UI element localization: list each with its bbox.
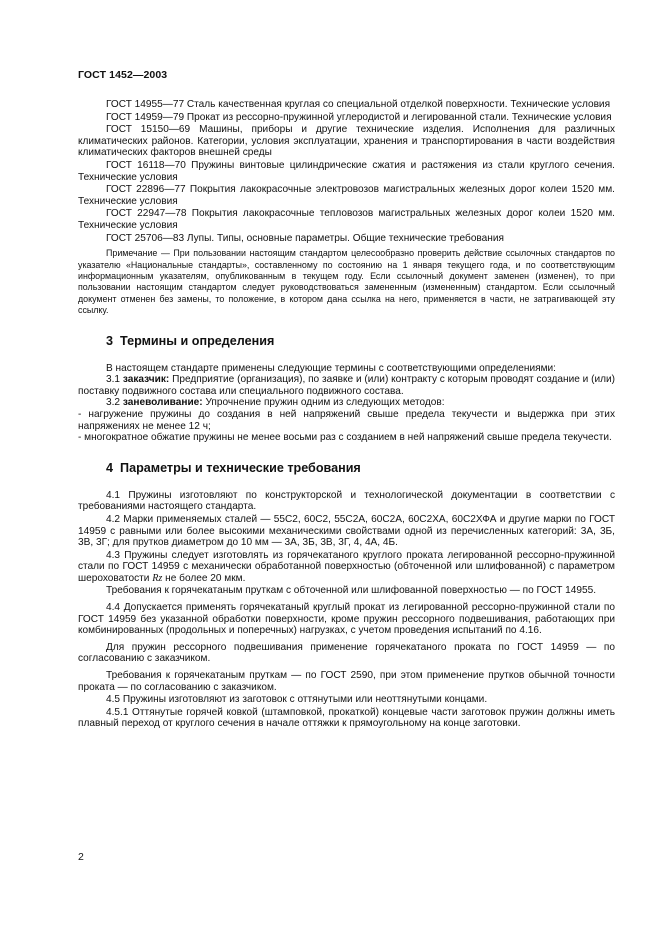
term-3-2-definition: Упрочнение пружин одним из следующих методов:	[205, 397, 445, 409]
section-4-heading	[106, 461, 615, 476]
term-3-2-number: 3.2	[106, 397, 121, 409]
section-4-title: Параметры и технические требования	[120, 460, 361, 475]
reference-gost-16118: ГОСТ 16118—70 Пружины винтовые цилиндрические сжатия и растяжения из стали круглого сечения. Технические условия	[78, 159, 615, 183]
clause-4-4: 4.4 Допускается применять горячекатаный круглый прокат из легированной рессорно-пружинной стали по ГОСТ 14959 без указанной обработки поверхности, кроме пружин рессорного подвешивания, работающих при комбинированных (продольных и поперечных) нагрузках, с учетом проведения испытаний по 4.16.	[78, 602, 615, 637]
clause-4-3-limit: не более 20 мкм.	[165, 572, 246, 584]
term-3-2-method-1: - нагружение пружины до создания в ней напряжений свыше предела текучести и выдержка при этих напряжениях не менее 12 ч;	[78, 408, 615, 432]
term-3-1	[78, 374, 615, 397]
term-3-1-number: 3.1	[106, 374, 121, 386]
clause-4-5: 4.5 Пружины изготовляют из заготовок с оттянутыми или неоттянутыми концами.	[106, 694, 488, 706]
clause-4-3	[78, 550, 615, 585]
section-4-number: 4	[106, 460, 114, 475]
reference-gost-14959: ГОСТ 14959—79 Прокат из рессорно-пружинной углеродистой и легированной стали. Технические условия	[106, 111, 612, 123]
reference-gost-25706: ГОСТ 25706—83 Лупы. Типы, основные параметры. Общие технические требования	[106, 232, 504, 244]
section-3-heading	[106, 334, 615, 349]
clause-4-1: 4.1 Пружины изготовляют по конструкторской и технологической документации в соответствии с требованиями настоящего стандарта.	[78, 489, 615, 513]
roughness-symbol: Rz	[152, 572, 163, 584]
clause-4-3-requirements: Требования к горячекатаным пруткам с обточенной или шлифованной поверхностью — по ГОСТ 14955.	[106, 585, 597, 597]
term-3-2-method-2: - многократное обжатие пружины не менее восьми раз с созданием в ней напряжений свыше предела текучести.	[78, 432, 612, 444]
section-3-number: 3	[106, 333, 114, 348]
reference-gost-22947: ГОСТ 22947—78 Покрытия лакокрасочные тепловозов магистральных железных дорог колеи 1520 мм. Технические условия	[78, 208, 615, 231]
section-3-title: Термины и определения	[120, 333, 275, 348]
references-note: Примечание — При пользовании настоящим стандартом целесообразно проверить действие ссылочных стандартов по указателю «Национальные стандарты», составленному по состоянию на 1 января текущего года, и по соответствующим информационным указателям, опубликованным в текущем году. Если ссылочный документ заменен (изменен), то при пользовании настоящим стандартом следует руководствоваться замененным (измененным) стандартом. Если ссылочный документ отменен без замены, то положение, в котором дана ссылка на него, применяется в части, не затрагивающей эту ссылку.	[78, 248, 615, 316]
clause-4-4-bars: Требования к горячекатаным пруткам — по ГОСТ 2590, при этом применение прутков обычной точности проката — по согласованию с заказчиком.	[78, 670, 615, 693]
clause-4-3-text: 4.3 Пружины следует изготовлять из горячекатаного круглого проката легированной рессорно-пружинной стали по ГОСТ 14959 с механически обработанной поверхностью (обточенной или шлифованной) с параметром шероховатости	[78, 549, 615, 584]
term-3-2	[78, 397, 615, 409]
term-3-2-name: заневоливание:	[122, 397, 203, 409]
reference-gost-22896: ГОСТ 22896—77 Покрытия лакокрасочные электровозов магистральных железных дорог колеи 1520 мм. Технические условия	[78, 184, 615, 207]
clause-4-4-suspension: Для пружин рессорного подвешивания применение горячекатаного проката по ГОСТ 14959 — по согласованию с заказчиком.	[78, 641, 615, 665]
term-3-1-name: заказчик:	[122, 374, 170, 386]
clause-4-2: 4.2 Марки применяемых сталей — 55С2, 60С2, 55С2А, 60С2А, 60С2ХА, 60С2ХФА и другие марки по ГОСТ 14959 с равными или более высокими механическими свойствами одной из перечисленных категорий: 3А, 3Б, 3В, 3Г; для прутков диаметром до 10 мм — 3А, 3Б, 3В, 3Г, 4, 4А, 4Б.	[78, 513, 615, 549]
section-3-intro: В настоящем стандарте применены следующие термины с соответствующими определениями:	[106, 362, 556, 374]
document-header: ГОСТ 1452—2003	[78, 69, 168, 81]
page-number: 2	[78, 851, 84, 863]
reference-gost-14955: ГОСТ 14955—77 Сталь качественная круглая со специальной отделкой поверхности. Технические условия	[106, 99, 611, 110]
term-3-1-definition: Предприятие (организация), по заявке и (или) контракту с которым проводят создание и (или) поставку подвижного состава или специального подвижного состава.	[78, 374, 615, 397]
clause-4-5-1: 4.5.1 Оттянутые горячей ковкой (штамповкой, прокаткой) концевые части заготовок пружин должны иметь плавный переход от круглого сечения в начале оттяжки к прямоугольному на конце заготовки.	[78, 706, 615, 730]
reference-gost-15150: ГОСТ 15150—69 Машины, приборы и другие технические изделия. Исполнения для различных климатических районов. Категории, условия эксплуатации, хранения и транспортирования в части воздействия климатических факторов внешней среды	[78, 124, 615, 159]
document-body	[78, 99, 615, 730]
